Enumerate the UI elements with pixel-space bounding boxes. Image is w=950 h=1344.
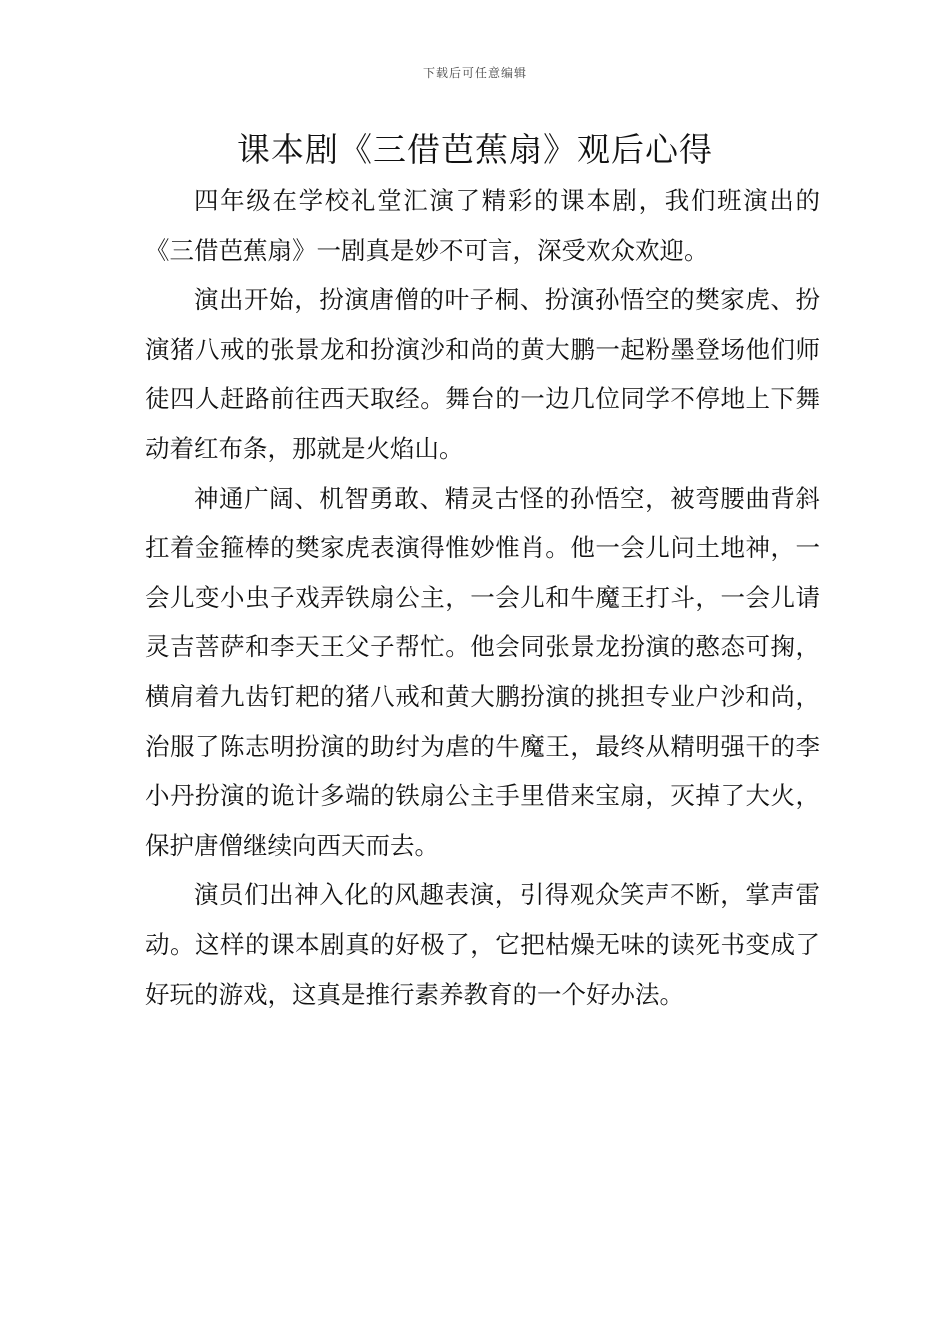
paragraph-2: 演出开始，扮演唐僧的叶子桐、扮演孙悟空的樊家虎、扮演猪八戒的张景龙和扮演沙和尚的黄大鹏一起粉墨登场他们师徒四人赶路前往西天取经。舞台的一边几位同学不停地上下舞动着红布条，那就是火焰山。: [145, 285, 820, 463]
paragraph-4: 演员们出神入化的风趣表演，引得观众笑声不断，掌声雷动。这样的课本剧真的好极了，它把枯燥无味的读死书变成了好玩的游戏，这真是推行素养教育的一个好办法。: [145, 880, 820, 1009]
paragraph-1: 四年级在学校礼堂汇演了精彩的课本剧，我们班演出的《三借芭蕉扇》一剧真是妙不可言，深受欢众欢迎。: [145, 186, 820, 265]
paragraph-3: 神通广阔、机智勇敢、精灵古怪的孙悟空，被弯腰曲背斜扛着金箍棒的樊家虎表演得惟妙惟肖。他一会儿问土地神，一会儿变小虫子戏弄铁扇公主，一会儿和牛魔王打斗，一会儿请灵吉菩萨和李天王父子帮忙。他会同张景龙扮演的憨态可掬，横肩着九齿钉耙的猪八戒和黄大鹏扮演的挑担专业户沙和尚，治服了陈志明扮演的助纣为虐的牛魔王，最终从精明强干的李小丹扮演的诡计多端的铁扇公主手里借来宝扇，灭掉了大火，保护唐僧继续向西天而去。: [145, 483, 820, 860]
document-title: 课本剧《三借芭蕉扇》观后心得: [237, 130, 713, 169]
document-body: [145, 176, 820, 1019]
header-note: 下载后可任意编辑: [422, 66, 527, 80]
